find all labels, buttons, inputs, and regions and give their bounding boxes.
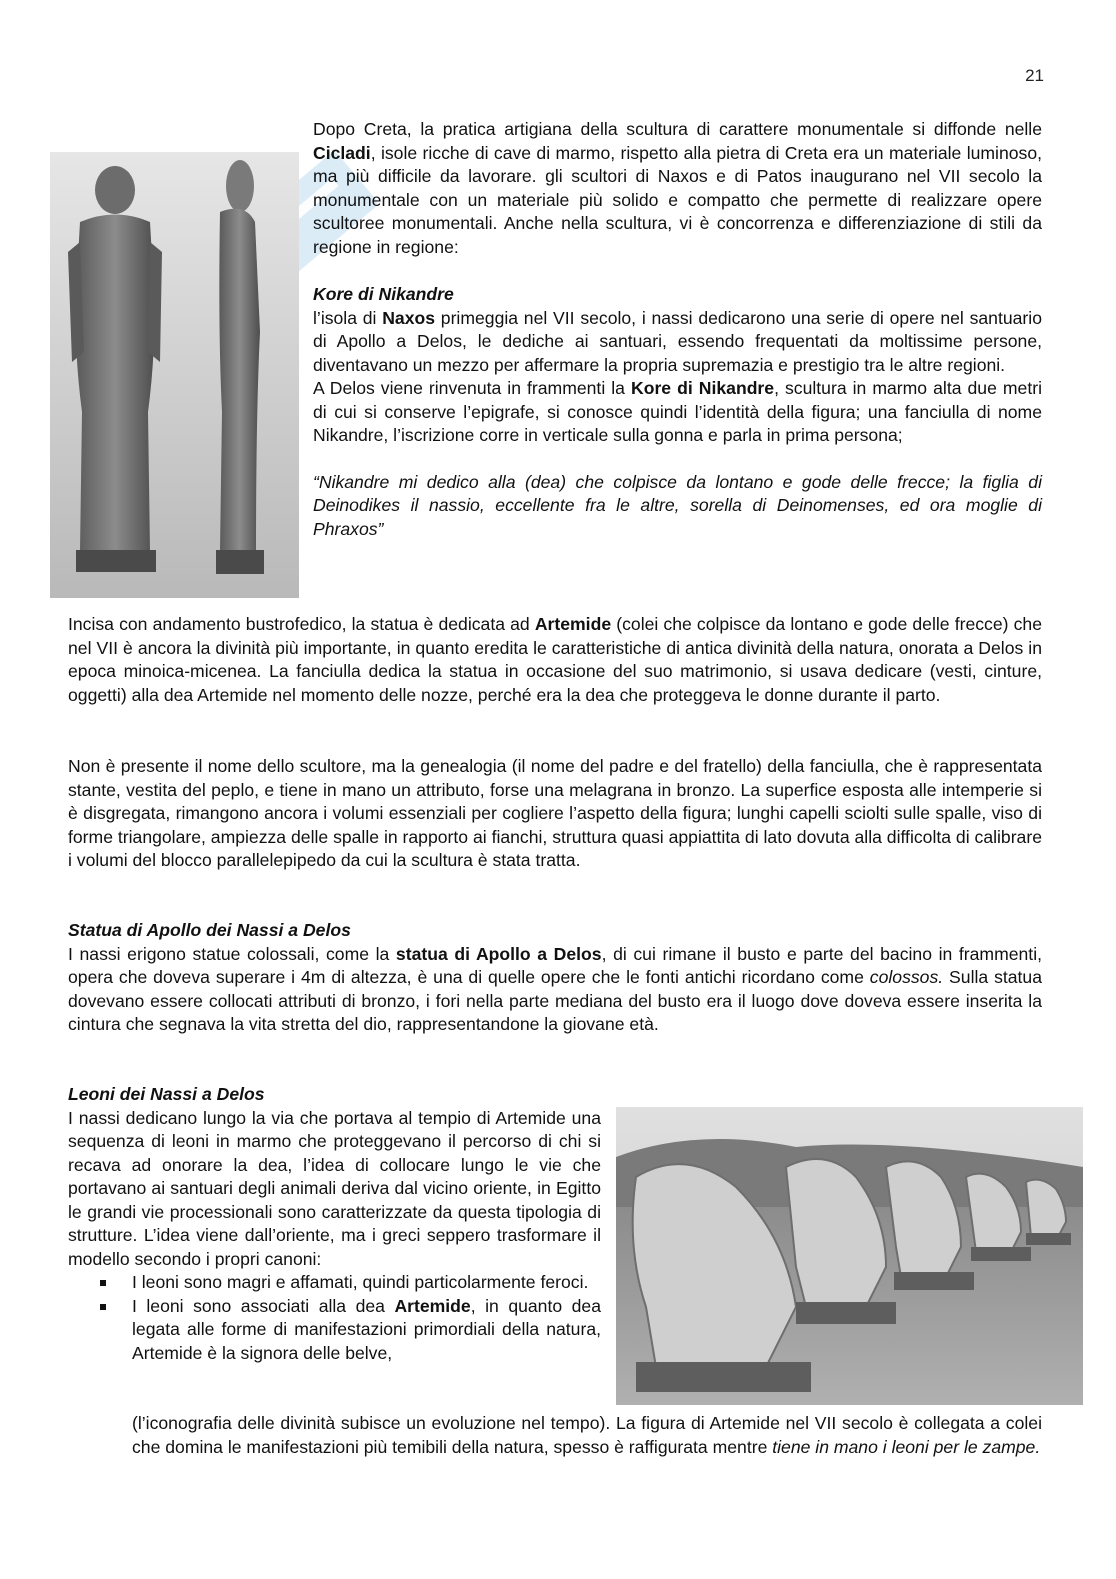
leoni-heading: Leoni dei Nassi a Delos — [68, 1084, 265, 1104]
kore-section: Kore di Nikandre l’isola di Naxos primeggia nel VII secolo, i nassi dedicarono una serie di opere nel santuario di Apollo a Delos, le dediche ai santuari, essendo frequentati da moltissime persone, diventavano un mezzo per affermare la propria supremazia e prestigio tra le altre regioni. A Delos viene rinvenuta in frammenti la Kore di Nikandre, scultura in marmo alta due metri di cui si conserve l’epigrafe, si conosce quindi l’identità della figura; una fanciulla di nome Nikandre, l’iscrizione corre in verticale sulla gonna e parla in prima persona; “Nikandre mi dedico alla (dea) che colpisce da lontano e gode delle frecce; la figlia di Deinodikes il nassio, eccellente fra le altre, sorella di Deinomenses, ed ora moglie di Phraxos” — [313, 284, 1042, 539]
lions-photo — [616, 1107, 1083, 1405]
leoni-paragraph: I nassi dedicano lungo la via che portava al tempio di Artemide una sequenza di leoni in marmo che proteggevano il percorso di chi si recava ad onorare la dea, l’idea di collocare lungo le vie che portavano ai santuari degli animali deriva dal vicino oriente, in Egitto le grandi vie processionali sono caratterizzate da questa tipologia di strutture. L’idea viene dall’oriente, ma i greci seppero trasformare il modello secondo i propri canoni: — [68, 1107, 601, 1269]
bullet-icon — [100, 1304, 106, 1310]
apollo-heading: Statua di Apollo dei Nassi a Delos — [68, 920, 351, 940]
list-item: I leoni sono associati alla dea Artemide, in quanto dea legata alle forme di manifestazioni primordiali della natura, Artemide è la signora delle belve, — [68, 1295, 601, 1366]
kore-inscription-quote: “Nikandre mi dedico alla (dea) che colpisce da lontano e gode delle frecce; la figlia di Deinodikes il nassio, eccellente fra le altre, sorella di Deinomenses, ed ora moglie di Phraxos” — [313, 471, 1042, 539]
leoni-section — [68, 1083, 601, 1365]
apollo-section: Statua di Apollo dei Nassi a Delos I nassi erigono statue colossali, come la statua di Apollo a Delos, di cui rimane il busto e parte del bacino in frammenti, opera che doveva superare i 4m di altezza, è una di quelle opere che le fonti antichi ricordano come colossos. Sulla statua dovevano essere collocati attributi di bronzo, i fori nella parte mediana del busto era il luogo dove doveva essere inserita la cintura che segnava la vita stretta del dio, rappresentandone la giovane età. — [68, 920, 1043, 1034]
page-number: 21 — [1025, 66, 1044, 85]
artemide-paragraph: Incisa con andamento bustrofedico, la statua è dedicata ad Artemide (colei che colpisce da lontano e gode delle frecce) che nel VII è ancora la divinità più importante, in quanto eredita le caratteristiche di antica divinità della natura, onorata a Delos in epoca minoica-micenea. La fanciulla dedica la statua in occasione del suo matrimonio, si usava dedicare (vesti, cinture, oggetti) alla dea Artemide nel momento delle nozze, perché era la dea che proteggeva le donne durante il parto. — [68, 614, 1042, 705]
sculptor-paragraph: Non è presente il nome dello scultore, ma la genealogia (il nome del padre e del fratello) della fanciulla, che è rappresentata stante, vestita del peplo, e tiene in mano un attributo, forse una melagrana in bronzo. La superfice esposta alle intemperie si è disgregata, rimangono ancora i volumi essenziali per cogliere l’aspetto della figura; lunghi capelli sciolti sulle spalle, viso di forme triangolare, ampiezza delle spalle in rapporto ai fianchi, struttura quasi appiattita di lato dovuta alla difficolta di calibrare i volumi del blocco parallelepipedo da cui la scultura è stata tratta. — [68, 756, 1042, 870]
kore-heading: Kore di Nikandre — [313, 284, 454, 304]
leoni-closing-paragraph: (l’iconografia delle divinità subisce un evoluzione nel tempo). La figura di Artemide nel VII secolo è collegata a colei che domina le manifestazioni più temibili della natura, spesso è raffigurata mentre tiene in mano i leoni per le zampe. — [132, 1413, 1042, 1457]
leoni-bullet-list — [68, 1271, 601, 1365]
intro-paragraph: Dopo Creta, la pratica artigiana della scultura di carattere monumentale si diffonde nelle Cicladi, isole ricche di cave di marmo, rispetto alla pietra di Creta era un materiale luminoso, ma più difficile da lavorare. gli scultori di Naxos e di Patos inaugurano nel VII secolo la monumentale con un materiale più solido e compatto che permette di realizzare opere scultoree monumentali. Anche nella scultura, vi è concorrenza e differenziazione di stili da regione in regione: — [68, 118, 1042, 259]
list-item: I leoni sono magri e affamati, quindi particolarmente feroci. — [68, 1271, 601, 1295]
bullet-icon — [100, 1280, 106, 1286]
image-float-spacer — [68, 141, 313, 259]
